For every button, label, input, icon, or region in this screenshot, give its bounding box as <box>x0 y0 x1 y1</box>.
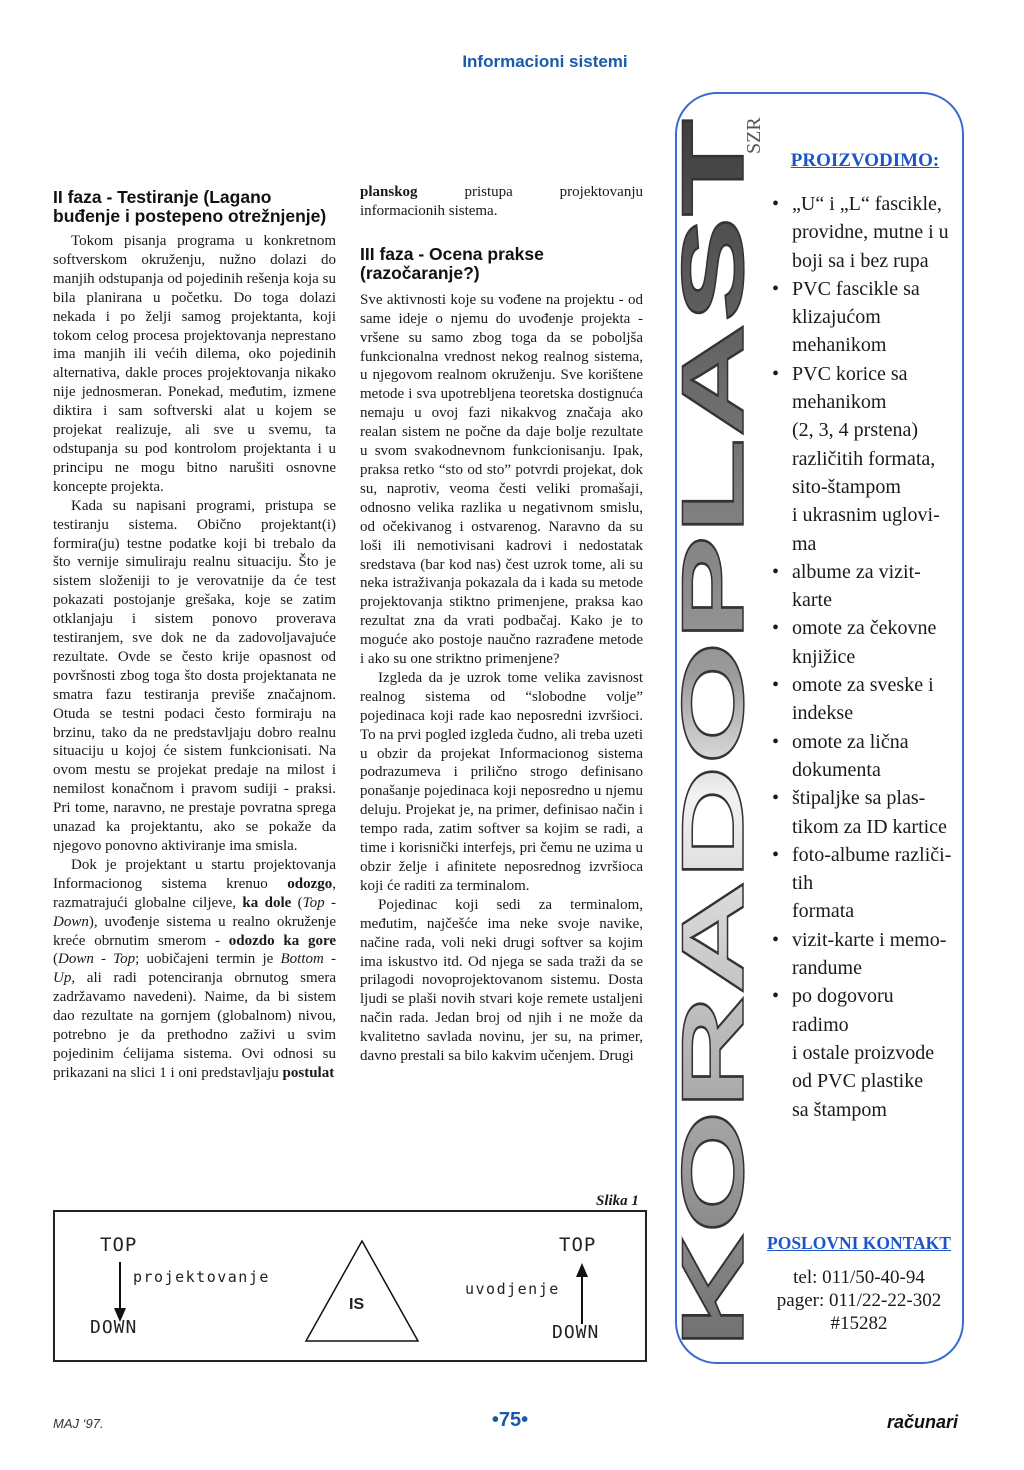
up-arrow-icon <box>575 1262 589 1324</box>
text-run-bold: postulat <box>282 1064 335 1081</box>
brand-wordmark: KORADOPLAST <box>663 669 762 1349</box>
text-run-italic: Top - Down <box>53 894 336 930</box>
article-column-2 <box>360 183 643 1066</box>
list-item: • štipaljke sa plas- tikom za ID kartice <box>768 784 956 841</box>
heading-phase-2: II faza - Testiranje (Lagano buđenje i postepeno otrežnjenje) <box>53 187 327 226</box>
paragraph: Sve aktivnosti koje su vođene na projektu - od same ideje o njemu do uvođenje projekta - vršene su samo zbog toga da se poboljša funkcionalna vrednost nekog realnog sistema, u njegovom realnom okruženju. Sve korištene metode i sva upotrebljena teoretska dostignuća nemaju u ovoj fazi nikakvog značaja ako realan sistem ne počne da daje bolje rezultate u svom svakodnevnom funkcionisanju. Ipak, praksa retko “sto od sto” potvrdi projekat, dok su, naprotiv, veoma česti veliki promašaji, odnosno velika razlika u negativnom smislu, od očekivanog i ostvarenog. Naravno da su loši ili nemotivisani kadrovi i nedostatak sredstava (bar kod nas) čest uzrok tome, ali su neka istraživanja pokazala da i kada su metode projektovanja stiktno primenjene, praksa kao rezultat zna da vrati podbačaj. Kako je to moguće ako postoje naučno razrađene metode i ako su one striktno primenjene? <box>360 291 643 668</box>
text-run: ; uobičajeni termin je <box>135 951 281 968</box>
list-item: • PVC fascikle sa klizajućom mehanikom <box>768 275 956 360</box>
ad-heading: PROIZVODIMO: <box>790 150 940 171</box>
text-run: ), uvođenje sistema u realno okruženje kreće obrnutim smerom - <box>53 913 336 949</box>
paragraph <box>360 183 643 221</box>
contact-heading: POSLOVNI KONTAKT <box>767 1233 951 1253</box>
text-run: ( <box>53 951 58 968</box>
paragraph: Pojedinac koji sedi za terminalom, međutim, najčešće ima neke svoje navike, načine rada, voli neki drugi softver sa kojim ima iskustvo itd. Od njega se sada traži da se prilagodi novoprojektovanom sistemu. Dosta ljudi se plaši novih stvari koje remete ustaljeni način rada. Jedan broj od njih i ne može da kvalitetno savlada novinu, jer su, na primer, davno prestali sa bilo kakvim učenjem. Drugi <box>360 896 643 1065</box>
list-item: • albume za vizit- karte <box>768 558 956 615</box>
text-run-bold: planskog <box>360 184 418 200</box>
text-run-italic: Down - Top <box>58 951 136 968</box>
down-arrow-icon <box>113 1262 127 1324</box>
list-item: • vizit-karte i memo- randume <box>768 926 956 983</box>
ad-product-list <box>768 150 956 1124</box>
issue-date: MAJ ‘97. <box>53 1416 104 1431</box>
list-item: • omote za čekovne knjižice <box>768 614 956 671</box>
text-run: , ali radi potenciranja obrnutog smera zadržavamo navedeni). Naime, da bi sistem dao rezultate na gornjem (globalnom) nivou, potrebno je da prethodno zaživi u svim pojedinim ćelijama sistema. Ovi odnosi su prikazani na slici 1 i oni predstavljaju <box>53 970 336 1081</box>
heading-phase-3: III faza - Ocena prakse (razočaranje?) <box>360 243 544 283</box>
right-bottom-label: DOWN <box>552 1322 600 1343</box>
page-number: •75• <box>491 1409 529 1431</box>
list-item: • omote za lična dokumenta <box>768 728 956 785</box>
text-run: , razmatrajući globalne ciljeve, <box>53 875 336 911</box>
triangle-shape <box>303 1238 421 1344</box>
figure-diagram <box>53 1210 647 1362</box>
text-run-italic: Bottom - Up <box>53 951 337 987</box>
product-list <box>768 190 956 1124</box>
section-title: Informacioni sistemi <box>462 52 628 71</box>
list-item: • „U“ i „L“ fascikle, providne, mutne i u boji sa i bez rupa <box>768 190 956 275</box>
paragraph <box>53 856 336 1083</box>
text-run: pristupa projektovanju informacionih sistema. <box>360 184 643 219</box>
text-run: ( <box>291 894 303 911</box>
paragraph: Kada su napisani programi, pristupa se testiranju sistema. Obično projektant(i) formira(ju) testne podatke koji bi trebalo da što vernije simuliraju realnu situaciju. Što je sistem složeniji to je verovatnije da će test pokazati postojanje grešaka, koje se zatim otklanjaju i sistem ponovo proverava testiranjem, sve dok ne da zadovoljavajuće rezultate. Ovde se često krije opasnost od površnosti zbog toga što dosta projektanata ne smatra fazu testiranja previše značajnom. Otuda se testni podaci često formiraju na brzinu, tako da ne predstavljaju dobro realnu situaciju u kojoj će sistem funkcionisati. Na ovom mestu se projekat predaje na milost i nemilost konačnom i pravom sudiji - praksi. Pri tome, naravno, ne prestaje povratna sprega unazad ka projektantu, ako se pokaže da njegovo ponovno aktiviranje ima smisla. <box>53 497 336 854</box>
figure-caption: Slika 1 <box>596 1193 639 1209</box>
ad-contact <box>760 1233 958 1335</box>
contact-tel: tel: 011/50-40-94 <box>793 1267 925 1288</box>
article-column-1 <box>53 188 336 1083</box>
list-item: • foto-albume različi- tih formata <box>768 841 956 926</box>
szr-text: SZR <box>743 117 765 154</box>
brand-logo <box>663 104 762 1354</box>
center-label: IS <box>349 1296 365 1313</box>
left-bottom-label: DOWN <box>90 1317 138 1338</box>
contact-pager-ext: #15282 <box>830 1313 888 1334</box>
text-run-bold: ka dole <box>242 894 292 911</box>
contact-pager: pager: 011/22-22-302 <box>776 1290 942 1311</box>
text-run: Dok je projektant u startu projektovanja Informacionog sistema krenuo <box>53 856 336 892</box>
list-item: • po dogovoru radimo i ostale proizvode od PVC plastike sa štampom <box>768 982 956 1123</box>
text-run-bold: odozdo ka gore <box>228 932 336 949</box>
szr-mark <box>740 96 768 156</box>
right-top-label: TOP <box>559 1234 597 1256</box>
left-top-label: TOP <box>100 1234 138 1256</box>
list-item: • omote za sveske i indekse <box>768 671 956 728</box>
paragraph: Izgleda da je uzrok tome velika zavisnost realnog sistema od “slobodne volje” pojedinaca koji rade kao neposredni izvršioci. To na prvi pogled izgleda čudno, ali treba uzeti u obzir da projekat Informacionog sistema podrazumeva i prilično strogo definisano ponašanje pojedinaca koji neposredno u njemu deluju. Projekat je, na primer, definisao način i tempo rada, zatim softver sa kojim se radi, a time i korisnički interfejs, pri čemu ne uzima u obzir želje i afinitete neposrednog izvršioca koji će raditi za terminalom. <box>360 669 643 894</box>
text-run-bold: odozgo <box>287 875 333 892</box>
magazine-name: računari <box>886 1412 958 1432</box>
paragraph: Tokom pisanja programa u konkretnom softverskom okruženju, nužno dolazi do manjih odstupanja od pojedinih rešenja koja su bila planirana u početku. Do toga dolazi nekada i po želji samog projektanta, koji tokom celog procesa projektovanja neprestano ima manjih ili većih dilema, oko pojedinih alternativa, dakle proces projektovanja nikako nije jednosmeran. Ponekad, međutim, izmene diktira i sam softverski alat u kojem se projekat realizuje, ali sve u svemu, ta odstupanja su pod kontrolom projektanta i u principu ne mogu bitno narušiti osnovne koncepte projekta. <box>53 233 336 495</box>
left-process-label: projektovanje <box>133 1268 270 1286</box>
list-item: • PVC korice sa mehanikom (2, 3, 4 prstena) različitih formata, sito-štampom i ukrasnim uglovi- ma <box>768 360 956 558</box>
right-process-label: uvodjenje <box>465 1280 560 1298</box>
